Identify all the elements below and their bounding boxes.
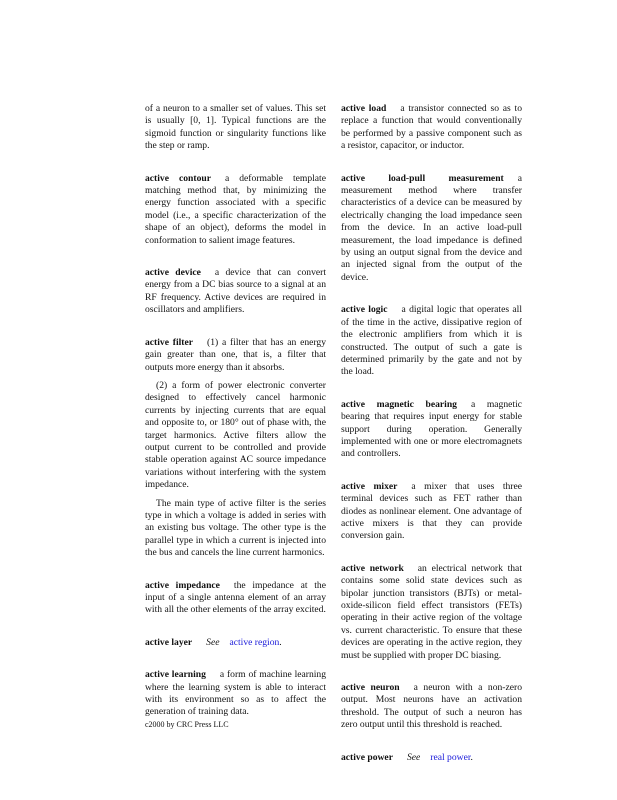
entry-term: active layer: [145, 636, 193, 648]
entry-active-power: active power See real power.: [341, 751, 473, 763]
entry-active-learning: active learning a form of machine learning where the learning system is able to interact with its environment so as to affect the generation of training data.: [145, 669, 327, 718]
xref-link-active-region[interactable]: active region: [229, 636, 280, 648]
see-label: See: [206, 636, 220, 648]
entry-active-filter-para3: The main type of active filter is the series type in which a voltage is added in series with an existing bus voltage. The other type is the parallel type in which a current is injected into the bus and cancels the line current harmonics.: [145, 497, 326, 559]
entry-term: active impedance: [145, 579, 220, 591]
entry-term: active mixer: [341, 480, 398, 492]
entry-active-layer: active layer See active region.: [145, 636, 282, 648]
entry-active-network: active network an electrical network that contains some solid state devices such as bipolar junction transistors (BJTs) or metal-oxide-silicon field effect transistors (FETs) operating in their active region of the voltage vs. current characteristic. To ensure that these devices are operating in the active region, they must be supplied with proper DC biasing.: [341, 562, 522, 661]
entry-term: active load: [341, 103, 387, 114]
entry-active-mixer: active mixer a mixer that uses three terminal devices such as FET rather than diodes as nonlinear element. One advantage of active mixers is that they can provide conversion gain.: [341, 480, 523, 542]
entry-term: active magnetic bearing: [341, 398, 457, 410]
entry-active-device: active device a device that can convert energy from a DC bias source to a signal at an RF frequency. Active devices are required in oscillators and amplifiers.: [145, 267, 326, 316]
entry-active-filter-para2: (2) a form of power electronic converter designed to effectively cancel harmonic currents by injecting currents that are equal and opposite to, or 180° out of phase with, the target harmonics. Active filters allow the output current to be controlled and provide stable operation against AC source impedance variations without interfering with the system impedance.: [145, 379, 326, 491]
entry-active-impedance: active impedance the impedance at the input of a single antenna element of an array with all the other elements of the array excited.: [145, 579, 326, 616]
entry-active-load: active load a transistor connected so as to replace a function that would conventionally be performed by a passive component such as a resistor, capacitor, or inductor.: [341, 103, 523, 152]
entry-term: active load-pull measurement: [341, 172, 504, 184]
entry-term: active power: [341, 751, 393, 763]
entry-active-neuron: active neuron a neuron with a non-zero output. Most neurons have an activation threshold. The output of such a neuron has zero output until this threshold is reached.: [341, 682, 523, 731]
see-label: See: [406, 751, 421, 763]
left-column: [145, 103, 326, 719]
entry-active-contour: active contour a deformable template matching method that, by minimizing the energy function associated with a specific model (i.e., a specific characterization of the shape of an object), deforms the model in conformation to salient image features.: [145, 172, 326, 246]
right-column: [341, 103, 522, 764]
entry-continuation: of a neuron to a smaller set of values. This set is usually [0, 1]. Typical functions are the sigmoid function or singularity functions like the step or ramp.: [145, 103, 326, 152]
entry-term: active device: [145, 267, 201, 279]
entry-term: active filter: [145, 336, 193, 348]
entry-active-load-pull: active load-pull measurement a measurement method where transfer characteristics of a device can be measured by electrically changing the load impedance seen from the device. In an active load-pull measurement, the load impedance is defined by using an output signal from the device and an injected signal from the output of the device.: [341, 172, 522, 283]
entry-term: active neuron: [341, 682, 400, 694]
entry-term: active learning: [145, 669, 206, 681]
entry-term: active contour: [145, 172, 211, 184]
entry-term: active network: [341, 562, 404, 574]
entry-term: active logic: [341, 304, 388, 316]
copyright-footer: c2000 by CRC Press LLC: [145, 720, 229, 729]
entry-active-magnetic-bearing: active magnetic bearing a magnetic bearing that requires input energy for stable support during operation. Generally implemented with one or more electromagnets and controllers.: [341, 398, 522, 460]
xref-link-real-power[interactable]: real power: [430, 751, 471, 763]
entry-active-filter: active filter (1) a filter that has an energy gain greater than one, that is, a filter that outputs more energy than it absorbs.: [145, 336, 326, 373]
entry-active-logic: active logic a digital logic that operates all of the time in the active, dissipative region of the electronic amplifiers from which it is constructed. The output of such a gate is determined primarily by the gate and not by the load.: [341, 304, 522, 378]
